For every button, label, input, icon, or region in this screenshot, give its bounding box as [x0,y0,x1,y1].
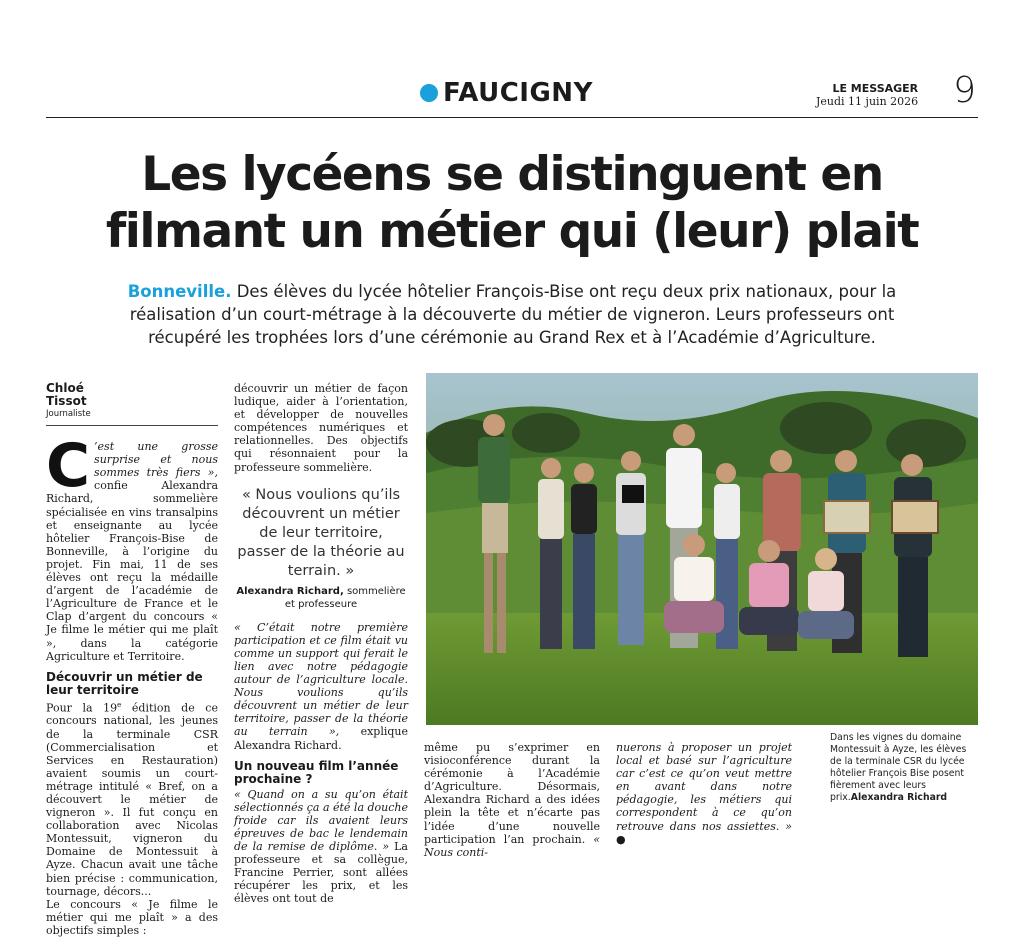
headline-line-2: filmant un métier qui (leur) plait [105,204,919,259]
paragraph-7 [424,741,600,859]
section-dot-icon [420,84,438,102]
subhead-2: Un nouveau film l’année prochaine ? [234,758,399,786]
lead-paragraph [46,431,218,663]
byline [46,382,218,426]
article-column-1 [46,382,218,937]
article-column-3 [424,741,600,859]
standfirst [120,280,904,349]
pull-quote: « Nous voulions qu’ils découvrent un métier de leur territoire, passer de la théorie au terrain. » [237,486,405,579]
paragraph-8 [616,741,792,846]
paragraph-2-rest: édition de ce concours national, les jeunes de la terminale CSR (Commercialisation et Services en Restauration) avaient soumis un court-métrage intitulé « Bref, on a découvert le métier de vigneron ». Il fut conçu en collaboration avec Nicolas Montessuit, vigneron du Domaine de Montessuit à Ayze. Chacun avait une tâche bien précise : communication, tournage, décors... [46,701,218,898]
paragraph-3: Le concours « Je filme le métier qui me plaît » a des objectifs simples : [46,897,218,937]
paragraph-6-rest: La professeure et sa collègue, Francine Perrier, sont allées récupérer les prix, et les élèves ont tout de [234,839,408,906]
article-photo [426,373,978,725]
subhead-1: Découvrir un métier de leur territoire [46,669,203,697]
photo-caption [830,732,978,804]
article-column-2 [234,382,408,905]
issue-date: Jeudi 11 juin 2026 [816,95,919,108]
paragraph-5 [234,621,408,752]
page-number: 9 [953,70,976,111]
paragraph-6 [234,788,408,906]
section-name: FAUCIGNY [443,78,593,108]
standfirst-text: Des élèves du lycée hôtelier François-Bise ont reçu deux prix nationaux, pour la réalisation d’un court-métrage à la découverte du métier de vigneron. Leurs professeurs ont récupéré les trophées lors d’une cérémonie au Grand Rex et à l’Académie d’Agriculture. [129,282,897,347]
paragraph-4: découvrir un métier de façon ludique, aider à l’orientation, et développer de nouvelles compétences numériques et relationnelles. Des objectifs qui résonnaient pour la professeure sommelière. [234,382,408,474]
paragraph-2 [46,699,218,898]
pull-quote-author-role: sommelière et professeure [284,585,406,610]
paragraph-6-quote: « Quand on a su qu’on était sélectionnés ça a été la douche froide car ils avaient leurs épreuves de bac le lendemain de la remise de diplôme. » [234,787,409,853]
paragraph-8-quote: nuerons à proposer un projet local et basé sur l’agriculture car c’est ce qu’on veut mettre en avant dans notre pédagogie, les métiers qui correspondent à ce qu’on retrouve dans nos assiettes. » [616,741,792,833]
paragraph-7-text: même pu s’exprimer en visioconférence durant la cérémonie à l’Académie d’Agriculture. Désormais, Alexandra Richard a des idées plein la tête et n’écarte pas l’idée d’une nouvelle participation l’an prochain. [424,741,600,846]
group-photo-image [426,373,978,725]
headline [40,146,984,260]
pull-quote-author [234,585,408,611]
pull-quote-author-name: Alexandra Richard, [236,585,344,597]
author-first-name: Chloé [46,381,84,395]
article-column-4 [616,741,792,846]
author-last-name: Tissot [46,394,87,408]
paragraph-2-start: Pour la 19 [46,701,118,715]
dateline-place: Bonneville. [127,282,232,301]
author-role: Journaliste [46,408,218,426]
lead-quote: ’est une grosse surprise et nous sommes très fiers », [94,440,218,480]
headline-line-1: Les lycéens se distinguent en [141,147,883,202]
page-header [46,70,978,118]
paper-info [816,82,918,108]
paragraph-7-quote: « Nous conti- [424,832,601,859]
caption-text: Dans les vignes du domaine Montessuit à Ayze, les élèves de la terminale CSR du lycée hôtelier François Bise posent fièrement avec leurs prix. [830,732,967,803]
paragraph-5-rest: explique Alexandra Richard. [234,725,408,752]
section-label [420,78,593,108]
paper-name: LE MESSAGER [832,82,919,95]
paragraph-5-quote: « C’était notre première participation et ce film était vu comme un support qui ferait le lien avec notre pédagogie autour de l’agriculture locale. Nous voulions qu’ils découvrent un métier de leur territoire, passer de la théorie au terrain », [234,620,408,739]
drop-cap: C [46,431,91,502]
end-mark-icon: ● [616,832,626,846]
ordinal-sup: e [117,700,122,709]
lead-text: confie Alexandra Richard, sommelière spécialisée en vins transalpins et enseignante au lycée hôtelier François-Bise de Bonneville, à l’origine du projet. Fin mai, 11 de ses élèves ont reçu la médaille d’argent de l’académie de l’Agriculture de France et le Clap d’argent du concours « Je filme le métier qui me plaît », dans la catégorie Agriculture et Territoire. [46,479,218,663]
photo-credit: Alexandra Richard [850,792,948,803]
